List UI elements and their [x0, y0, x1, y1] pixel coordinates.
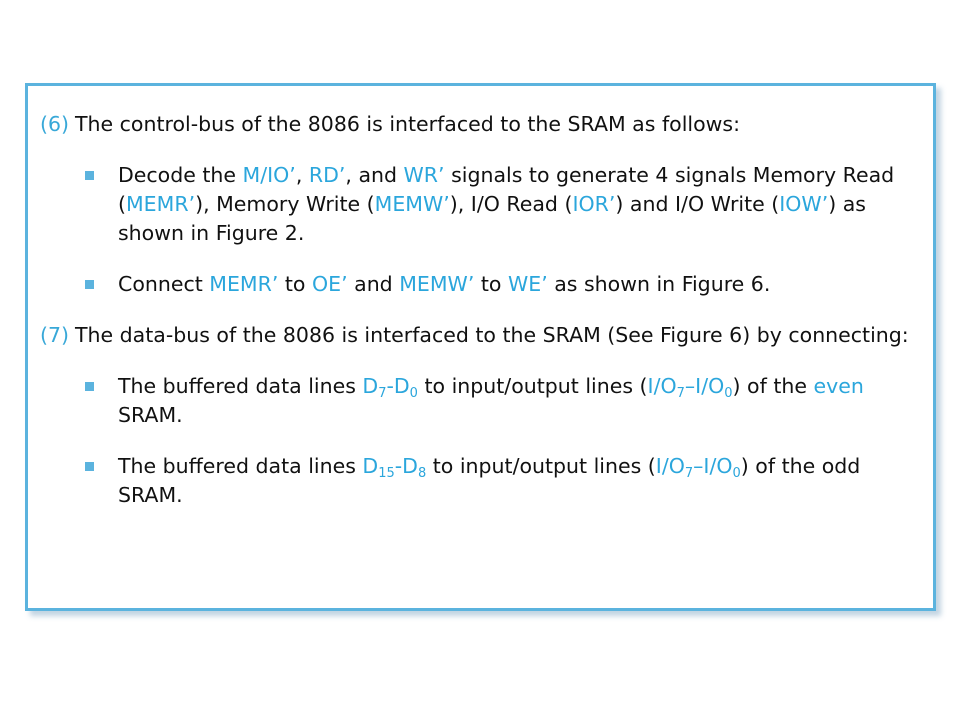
- text: ) and I/O Write (: [615, 192, 780, 216]
- text: Connect: [118, 272, 210, 296]
- signal-name: IOR’: [572, 192, 616, 216]
- text: , and: [345, 163, 404, 187]
- text: and: [347, 272, 400, 296]
- item-number: (6): [40, 112, 70, 136]
- text: ) of the odd SRAM.: [118, 454, 861, 507]
- text: signals to generate 4 signals Memory Read (: [118, 163, 895, 216]
- io-line-name: $I/O_7-I/O_0$: [655, 454, 741, 481]
- text: ), I/O Read (: [449, 192, 573, 216]
- signal-name: MEMW’: [399, 272, 475, 296]
- text: as shown in Figure 6.: [547, 272, 771, 296]
- text: to input/output lines (: [426, 454, 656, 478]
- text: ), Memory Write (: [195, 192, 375, 216]
- text: The buffered data lines: [118, 454, 363, 478]
- text: to: [474, 272, 508, 296]
- bullet-item: [40, 452, 920, 510]
- text: The buffered data lines: [118, 374, 363, 398]
- bullet-item: [40, 161, 920, 248]
- signal-name: RD’: [308, 163, 346, 187]
- content-body: [40, 110, 920, 510]
- text: to input/output lines (: [417, 374, 648, 398]
- signal-name: IOW’: [779, 192, 829, 216]
- text: ) of the: [732, 374, 814, 398]
- square-bullet-icon: [85, 382, 94, 391]
- data-line-name: $D_{15}-D_8$: [362, 454, 427, 481]
- item-text: The control-bus of the 8086 is interfaced to the SRAM as follows:: [75, 112, 740, 136]
- item-text: The data-bus of the 8086 is interfaced to the SRAM (See Figure 6) by connecting:: [75, 323, 909, 347]
- io-line-name: $I/O_7-I/O_0$: [647, 374, 733, 401]
- highlight-word: even: [813, 374, 864, 398]
- signal-name: M/IO’: [242, 163, 296, 187]
- square-bullet-icon: [85, 462, 94, 471]
- text: SRAM.: [118, 403, 183, 427]
- signal-name: WE’: [507, 272, 548, 296]
- signal-name: MEMR’: [209, 272, 279, 296]
- item-number: (7): [40, 323, 70, 347]
- text: ) as shown in Figure 2.: [118, 192, 866, 245]
- signal-name: MEMR’: [126, 192, 196, 216]
- square-bullet-icon: [85, 280, 94, 289]
- bullet-item: [40, 270, 920, 299]
- square-bullet-icon: [85, 171, 94, 180]
- signal-name: WR’: [403, 163, 445, 187]
- signal-name: MEMW’: [374, 192, 450, 216]
- text: to: [278, 272, 312, 296]
- text: Decode the: [118, 163, 243, 187]
- numbered-item-7: [40, 321, 920, 350]
- bullet-item: [40, 372, 920, 430]
- text: ,: [295, 163, 309, 187]
- numbered-item-6: [40, 110, 920, 139]
- data-line-name: $D_7-D_0$: [362, 374, 418, 401]
- signal-name: OE’: [312, 272, 348, 296]
